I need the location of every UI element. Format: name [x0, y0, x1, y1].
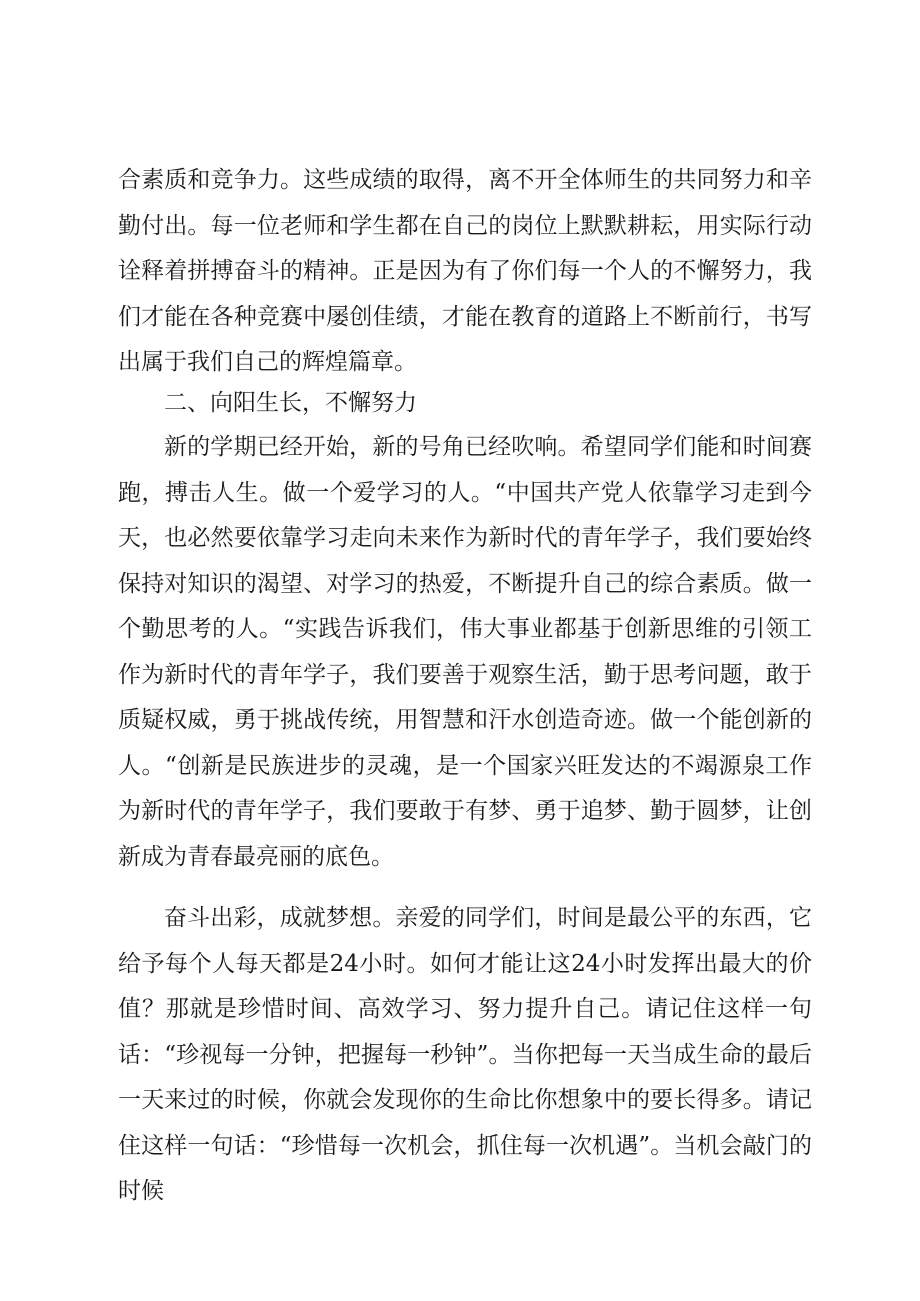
body-text-top [118, 158, 812, 386]
paragraph-continued: 合素质和竞争力。这些成绩的取得，离不开全体师生的共同努力和辛勤付出。每一位老师和学生都在自己的岗位上默默耕耘，用实际行动诠释着拼搏奋斗的精神。正是因为有了你们每一个人的不懈努力，我们才能在各种竞赛中屡创佳绩，才能在教育的道路上不断前行，书写出属于我们自己的辉煌篇章。 [118, 167, 812, 375]
section-heading: 二、向阳生长，不懈努力 [164, 390, 417, 416]
paragraph-1: 新的学期已经开始，新的号角已经吹响。希望同学们能和时间赛跑，搏击人生。做一个爱学习的人。“中国共产党人依靠学习走到今天，也必然要依靠学习走向未来作为新时代的青年学子，我们要始终保持对知识的渴望、对学习的热爱，不断提升自己的综合素质。做一个勤思考的人。“实践告诉我们，伟大事业都基于创新思维的引领工作为新时代的青年学子，我们要善于观察生活，勤于思考问题，敢于质疑权威，勇于挑战传统，用智慧和汗水创造奇迹。做一个能创新的人。“创新是民族进步的灵魂，是一个国家兴旺发达的不竭源泉工作为新时代的青年学子，我们要敢于有梦、勇于追梦、勤于圆梦，让创新成为青春最亮丽的底色。 [118, 434, 812, 870]
paragraph-2: 奋斗出彩，成就梦想。亲爱的同学们，时间是最公平的东西，它给予每个人每天都是24小时。如何才能让这24小时发挥出最大的价值？那就是珍惜时间、高效学习、努力提升自己。请记住这样一句话：“珍视每一分钟，把握每一秒钟”。当你把每一天当成生命的最后一天来过的时候，你就会发现你的生命比你想象中的要长得多。请记住这样一句话：“珍惜每一次机会，抓住每一次机遇”。当机会敲门的时候 [118, 905, 812, 1204]
body-text-bottom [118, 425, 812, 1215]
